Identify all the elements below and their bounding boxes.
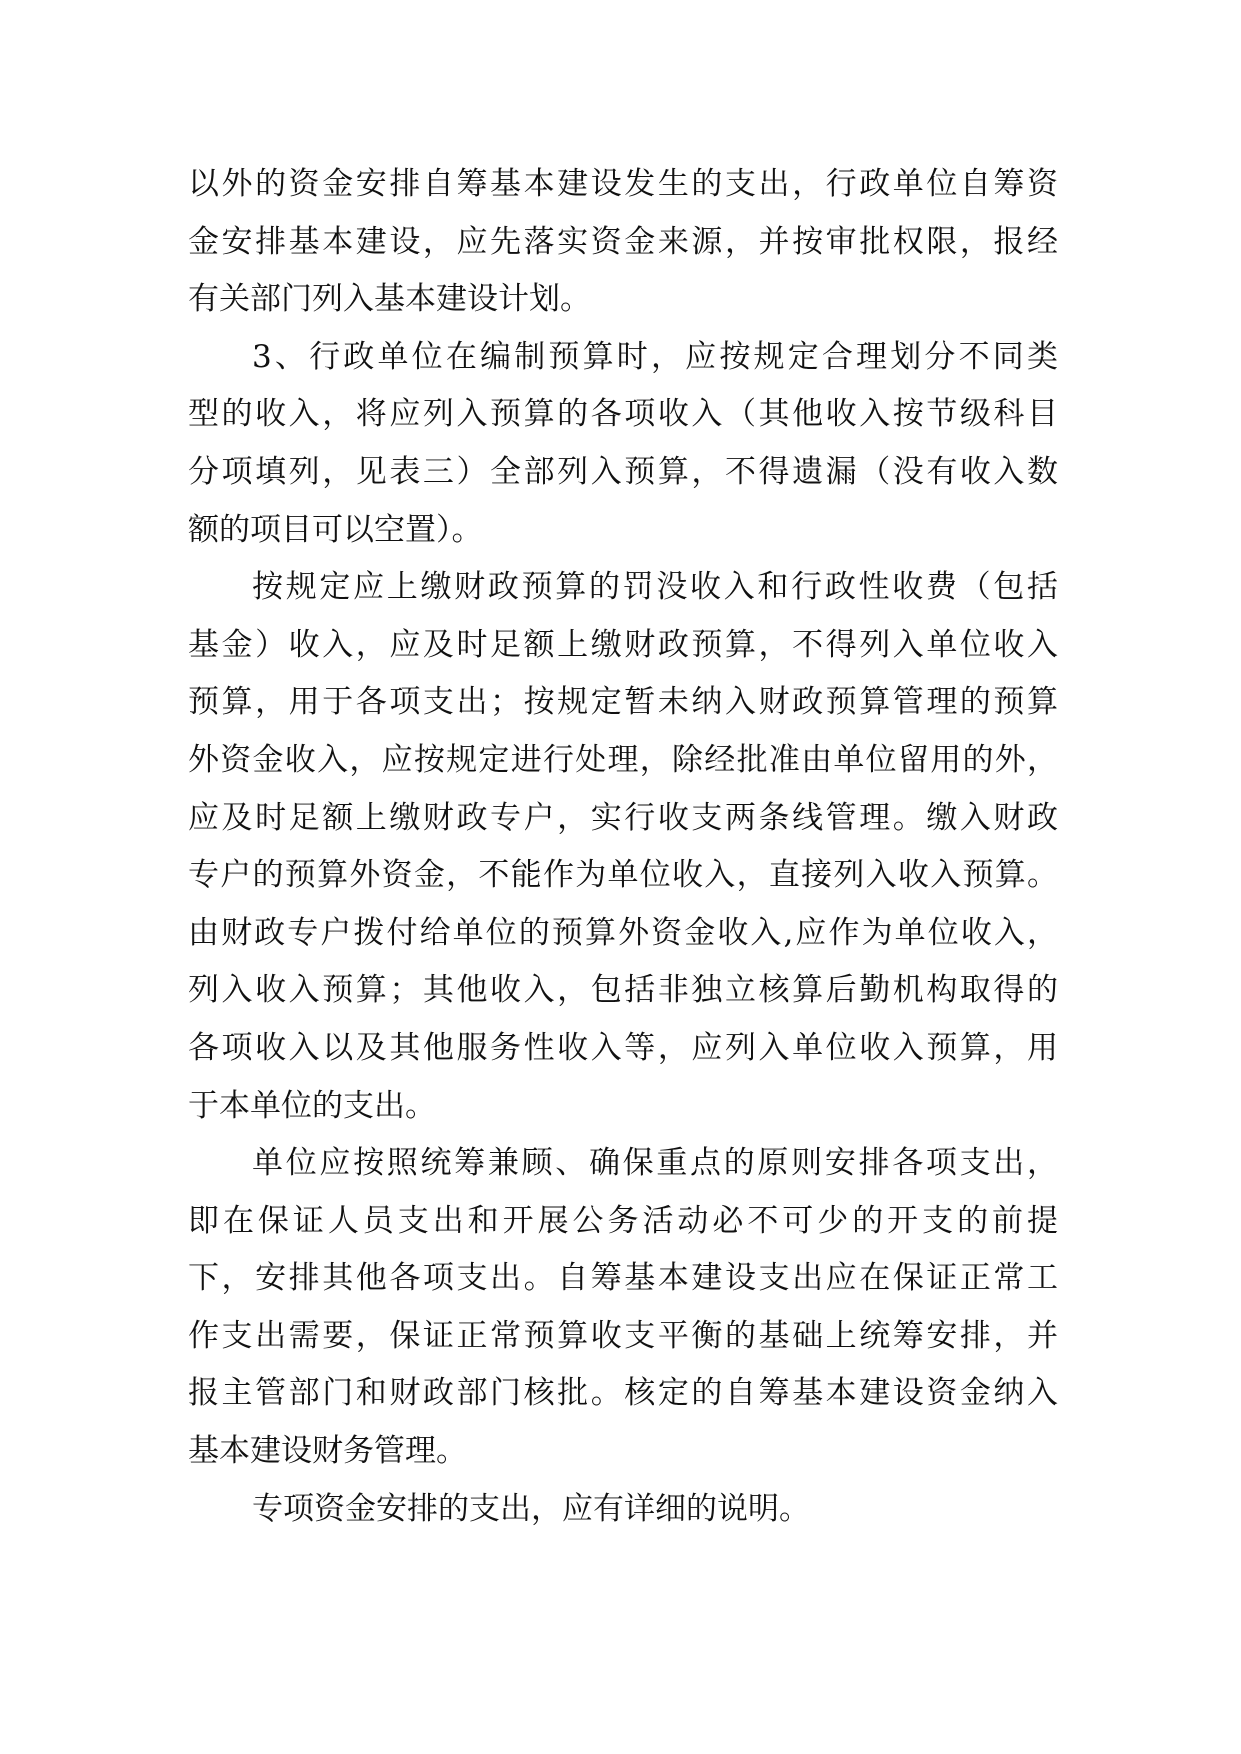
text-line: 应及时足额上缴财政专户，实行收支两条线管理。缴入财政 bbox=[188, 799, 1058, 836]
text-line: 按规定应上缴财政预算的罚没收入和行政性收费（包括 bbox=[252, 569, 1058, 606]
text-line: 单位应按照统筹兼顾、确保重点的原则安排各项支出， bbox=[252, 1145, 1058, 1182]
document-body bbox=[188, 156, 1058, 1538]
text-line: 3、行政单位在编制预算时，应按规定合理划分不同类 bbox=[252, 338, 1058, 375]
text-line: 型的收入，将应列入预算的各项收入（其他收入按节级科目 bbox=[188, 396, 1058, 433]
text-line: 外资金收入，应按规定进行处理，除经批准由单位留用的外， bbox=[188, 741, 1058, 778]
paragraph bbox=[188, 156, 1058, 329]
text-line: 预算，用于各项支出；按规定暂未纳入财政预算管理的预算 bbox=[188, 684, 1058, 721]
text-line: 以外的资金安排自筹基本建设发生的支出，行政单位自筹资 bbox=[188, 166, 1058, 202]
text-line: 分项填列，见表三）全部列入预算，不得遗漏（没有收入数 bbox=[188, 453, 1058, 490]
text-line: 作支出需要，保证正常预算收支平衡的基础上统筹安排，并 bbox=[188, 1317, 1058, 1354]
text-line: 列入收入预算；其他收入，包括非独立核算后勤机构取得的 bbox=[188, 972, 1058, 1009]
text-line: 于本单位的支出。 bbox=[188, 1087, 436, 1124]
text-line: 各项收入以及其他服务性收入等，应列入单位收入预算，用 bbox=[188, 1029, 1058, 1066]
text-line: 即在保证人员支出和开展公务活动必不可少的开支的前提 bbox=[188, 1202, 1058, 1239]
paragraph bbox=[188, 1135, 1058, 1481]
text-line: 由财政专户拨付给单位的预算外资金收入,应作为单位收入， bbox=[188, 914, 1058, 951]
paragraph bbox=[188, 1481, 1058, 1539]
paragraph bbox=[188, 329, 1058, 559]
text-line: 基本建设财务管理。 bbox=[188, 1433, 467, 1470]
text-line: 专项资金安排的支出，应有详细的说明。 bbox=[252, 1490, 810, 1527]
paragraph bbox=[188, 559, 1058, 1135]
text-line: 额的项目可以空置）。 bbox=[188, 511, 483, 548]
text-line: 下，安排其他各项支出。自筹基本建设支出应在保证正常工 bbox=[188, 1260, 1058, 1297]
text-line: 报主管部门和财政部门核批。核定的自筹基本建设资金纳入 bbox=[188, 1375, 1058, 1412]
text-line: 有关部门列入基本建设计划。 bbox=[188, 281, 591, 318]
text-line: 专户的预算外资金，不能作为单位收入，直接列入收入预算。 bbox=[188, 857, 1058, 894]
text-line: 金安排基本建设，应先落实资金来源，并按审批权限，报经 bbox=[188, 223, 1058, 260]
text-line: 基金）收入，应及时足额上缴财政预算，不得列入单位收入 bbox=[188, 626, 1058, 663]
